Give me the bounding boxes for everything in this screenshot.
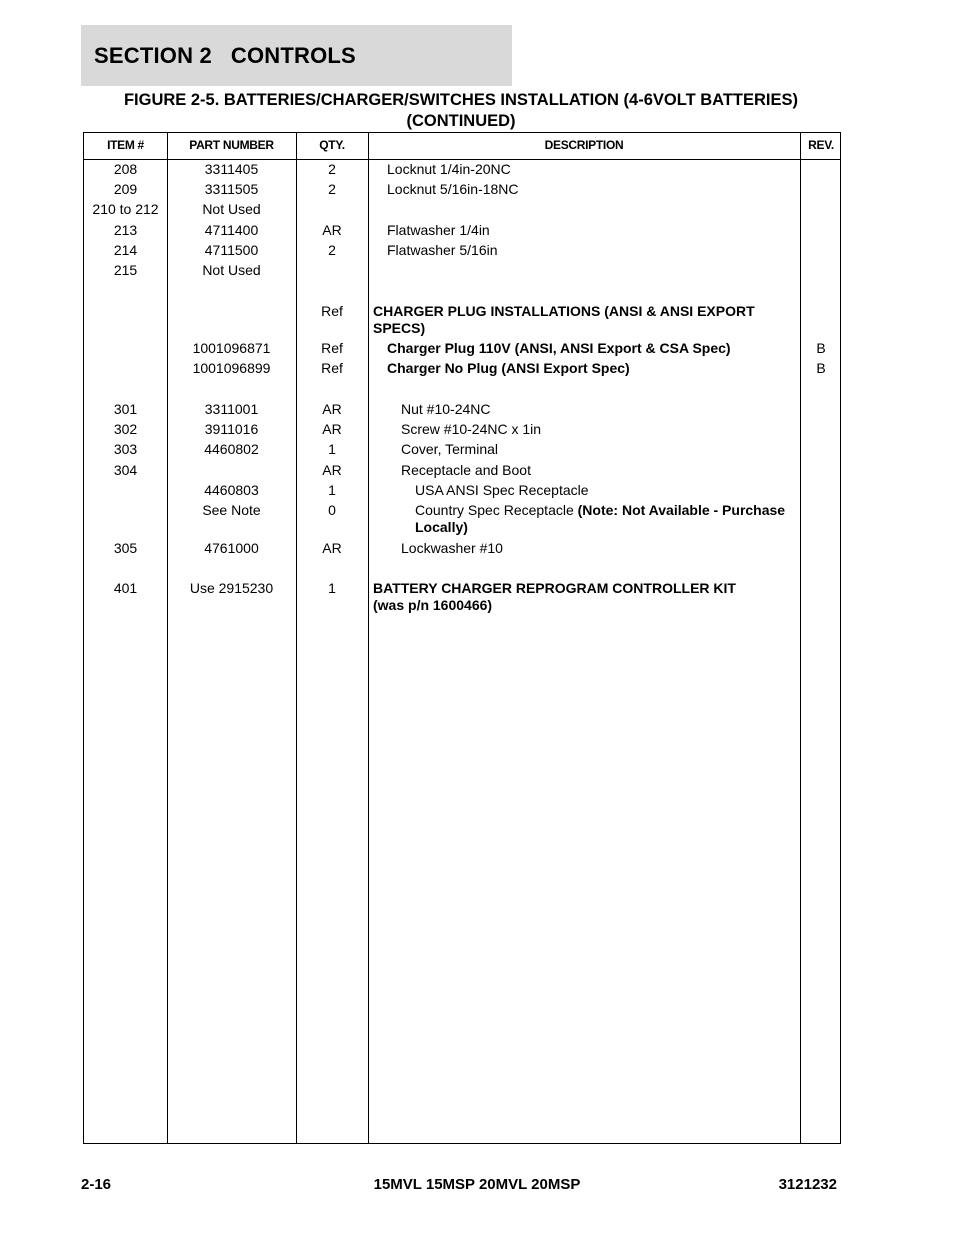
item-cell: 301: [113, 401, 138, 417]
qty-cell: 0: [328, 502, 336, 518]
part-cell: 4460802: [204, 441, 259, 457]
item-cell: 302: [113, 421, 138, 437]
description-note: (Note: Not Available - Purchase: [577, 502, 786, 518]
qty-cell: AR: [322, 222, 342, 238]
qty-cell: 1: [328, 441, 336, 457]
item-cell: 305: [113, 540, 138, 556]
item-cell: 209: [113, 181, 138, 197]
section-banner: [81, 25, 512, 86]
part-cell: See Note: [202, 502, 261, 518]
item-cell: 213: [113, 222, 138, 238]
item-cell: 304: [113, 462, 138, 478]
item-cell: 214: [113, 242, 138, 258]
qty-cell: Ref: [321, 360, 343, 376]
part-cell: 1001096871: [192, 340, 271, 356]
header-description: DESCRIPTION: [544, 138, 624, 152]
figure-title-line1: FIGURE 2-5. BATTERIES/CHARGER/SWITCHES INSTALLATION (4-6VOLT BATTERIES): [123, 91, 799, 109]
part-cell: 4761000: [204, 540, 259, 556]
page-number: 2-16: [81, 1176, 112, 1193]
qty-cell: AR: [322, 540, 342, 556]
header-divider: [84, 159, 840, 160]
qty-cell: AR: [322, 462, 342, 478]
qty-cell: 1: [328, 482, 336, 498]
description-cell: Locknut 1/4in-20NC: [387, 161, 511, 177]
part-cell: Not Used: [202, 201, 261, 217]
description-cell: Screw #10-24NC x 1in: [401, 421, 542, 437]
qty-cell: 2: [328, 242, 336, 258]
header-rev: REV.: [808, 138, 834, 152]
header-item: ITEM #: [107, 138, 144, 152]
header-qty: QTY.: [319, 138, 345, 152]
part-cell: Not Used: [202, 262, 261, 278]
part-cell: 1001096899: [192, 360, 271, 376]
item-cell: 401: [113, 580, 138, 596]
description-cell: Cover, Terminal: [401, 441, 499, 457]
part-cell: 3311405: [204, 161, 259, 177]
description-cell: Charger No Plug (ANSI Export Spec): [387, 360, 630, 376]
qty-cell: AR: [322, 421, 342, 437]
description-cell: Receptacle and Boot: [401, 462, 531, 478]
figure-title: [81, 90, 841, 132]
description-cell: [373, 580, 793, 614]
item-cell: 215: [113, 262, 138, 278]
document-number: 3121232: [778, 1176, 837, 1193]
qty-cell: Ref: [321, 303, 343, 319]
column-divider: [167, 133, 168, 1143]
qty-cell: 2: [328, 161, 336, 177]
description-cell: Nut #10-24NC: [401, 401, 491, 417]
rev-cell: B: [816, 360, 826, 376]
qty-cell: AR: [322, 401, 342, 417]
description-text: Country Spec Receptacle: [415, 502, 578, 518]
model-list: 15MVL 15MSP 20MVL 20MSP: [373, 1176, 581, 1193]
description-line: BATTERY CHARGER REPROGRAM CONTROLLER KIT: [373, 580, 736, 596]
part-cell: 3311001: [204, 401, 259, 417]
part-cell: 3911016: [204, 421, 259, 437]
column-divider: [800, 133, 801, 1143]
section-title: SECTION 2 CONTROLS: [94, 43, 356, 68]
description-line: SPECS): [373, 320, 426, 336]
description-cell: Flatwasher 5/16in: [387, 242, 498, 258]
description-cell: Charger Plug 110V (ANSI, ANSI Export & CSA Spec): [387, 340, 731, 356]
qty-cell: 1: [328, 580, 336, 596]
description-cell: Locknut 5/16in-18NC: [387, 181, 519, 197]
part-cell: 4460803: [204, 482, 259, 498]
item-cell: 208: [113, 161, 138, 177]
part-cell: Use 2915230: [189, 580, 274, 596]
rev-cell: B: [816, 340, 826, 356]
part-cell: 4711400: [204, 222, 259, 238]
qty-cell: Ref: [321, 340, 343, 356]
description-line: (was p/n 1600466): [373, 597, 493, 613]
description-cell: [373, 303, 793, 337]
description-cell: [415, 502, 795, 536]
item-cell: 303: [113, 441, 138, 457]
part-cell: 4711500: [204, 242, 259, 258]
parts-table: [83, 132, 841, 1144]
description-line: Locally): [415, 519, 468, 535]
item-cell: 210 to 212: [92, 201, 159, 217]
column-divider: [368, 133, 369, 1143]
description-cell: Lockwasher #10: [401, 540, 503, 556]
part-cell: 3311505: [204, 181, 259, 197]
header-part-number: PART NUMBER: [189, 138, 274, 152]
description-line: CHARGER PLUG INSTALLATIONS (ANSI & ANSI EXPORT: [373, 303, 755, 319]
figure-title-line2: (CONTINUED): [406, 112, 516, 130]
description-cell: Flatwasher 1/4in: [387, 222, 490, 238]
description-cell: USA ANSI Spec Receptacle: [415, 482, 589, 498]
column-divider: [296, 133, 297, 1143]
qty-cell: 2: [328, 181, 336, 197]
